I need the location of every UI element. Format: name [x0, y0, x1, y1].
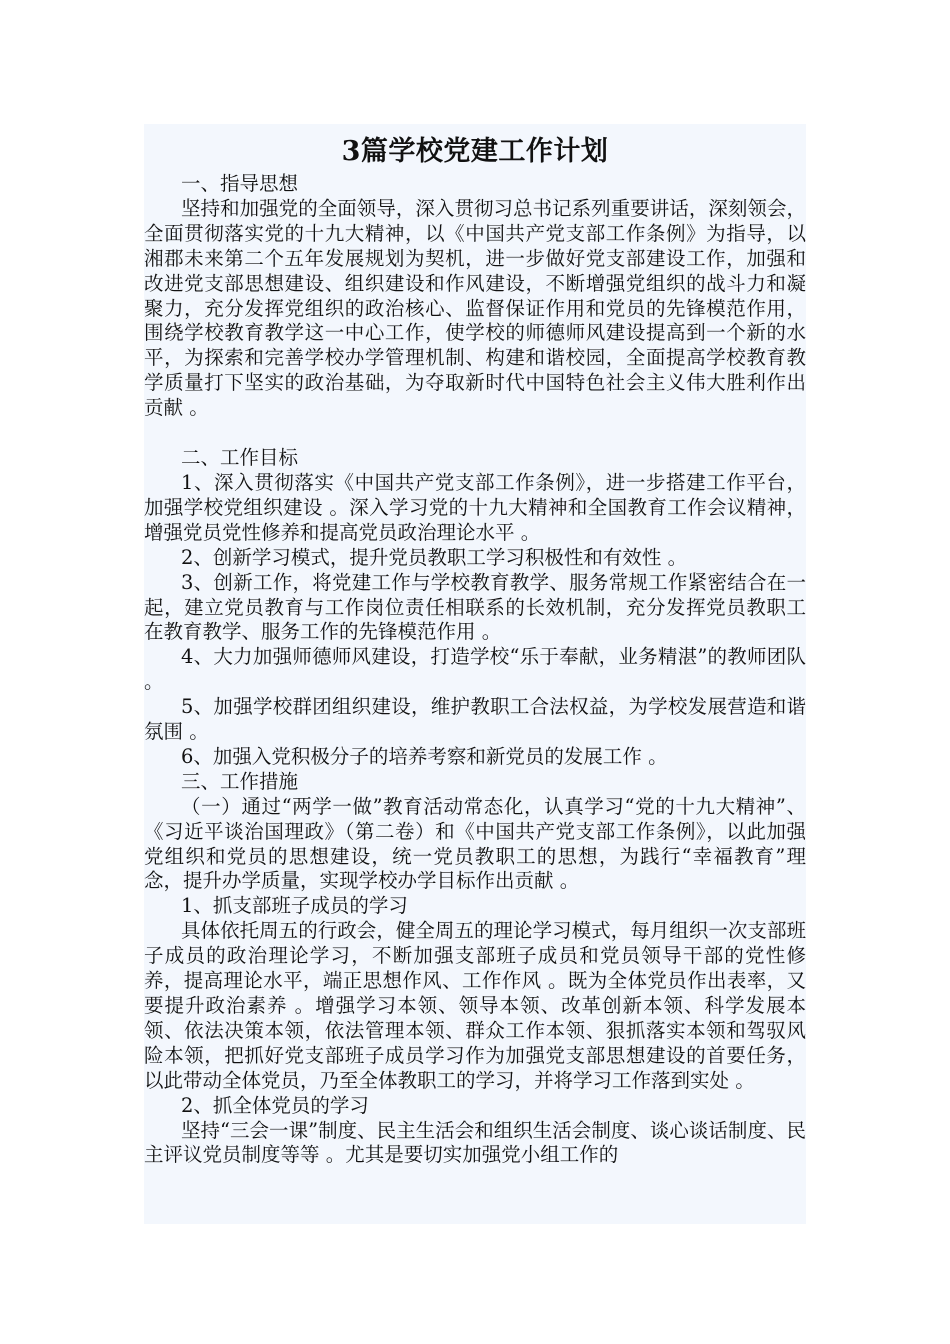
subheading-leadership-study: 1、抓支部班子成员的学习 [181, 894, 408, 918]
paragraph-all-members-study: 坚持“三会一课”制度、民主生活会和组织生活会制度、谈心谈话制度、民主评议党员制度等等 。尤其是要切实加强党小组工作的 [144, 1118, 806, 1167]
document-title: 3篇学校党建工作计划 [341, 136, 609, 167]
goal-item-1: 1、深入贯彻落实《中国共产党支部工作条例》，进一步搭建工作平台，加强学校党组织建设 。深入学习党的十九大精神和全国教育工作会议精神，增强党员党性修养和提高党员政治理论水平 。 [144, 470, 806, 544]
subheading-all-members-study: 2、抓全体党员的学习 [181, 1093, 369, 1117]
goal-item-4: 4、大力加强师德师风建设，打造学校“乐于奉献，业务精湛”的教师团队 。 [144, 645, 806, 694]
document-page [144, 124, 806, 1224]
paragraph-leadership-study: 具体依托周五的行政会，健全周五的理论学习模式，每月组织一次支部班子成员的政治理论学习，不断加强支部班子成员和党员领导干部的党性修养，提高理论水平，端正思想作风、工作作风 。既为全体党员作出表率，又要提升政治素养 。增强学习本领、领导本领、改革创新本领、科学发展本领、依法决策本领，依法管理本领、群众工作本领、狠抓落实本领和驾驭风险本领，把抓好党支部班子成员学习作为加强党支部思想建设的首要任务，以此带动全体党员，乃至全体教职工的学习，并将学习工作落到实处 。 [144, 919, 806, 1092]
goal-item-2: 2、创新学习模式，提升党员教职工学习积极性和有效性 。 [181, 545, 688, 569]
heading-work-goals: 二、工作目标 [181, 446, 299, 470]
heading-guiding-ideology: 一、指导思想 [181, 172, 299, 195]
heading-work-measures: 三、工作措施 [181, 769, 299, 793]
goal-item-6: 6、加强入党积极分子的培养考察和新党员的发展工作 。 [181, 744, 668, 768]
paragraph-guiding-ideology: 坚持和加强党的全面领导，深入贯彻习总书记系列重要讲话，深刻领会，全面贯彻落实党的十九大精神，以《中国共产党支部工作条例》为指导，以湘郡未来第二个五年发展规划为契机，进一步做好党支部建设工作，加强和改进党支部思想建设、组织建设和作风建设，不断增强党组织的战斗力和凝聚力，充分发挥党组织的政治核心、监督保证作用和党员的先锋模范作用，围绕学校教育教学这一中心工作，使学校的师德师风建设提高到一个新的水平，为探索和完善学校办学管理机制、构建和谐校园，全面提高学校教育教学质量打下坚实的政治基础，为夺取新时代中国特色社会主义伟大胜利作出贡献 。 [144, 196, 806, 420]
goal-item-3: 3、创新工作，将党建工作与学校教育教学、服务常规工作紧密结合在一起，建立党员教育与工作岗位责任相联系的长效机制，充分发挥党员教职工在教育教学、服务工作的先锋模范作用 。 [144, 570, 806, 644]
measure-section-1: （一）通过“两学一做”教育活动常态化，认真学习“党的十九大精神”、《习近平谈治国理政》（第二卷）和《中国共产党支部工作条例》，以此加强党组织和党员的思想建设，统一党员教职工的思想，为践行“幸福教育”理念，提升办学质量，实现学校办学目标作出贡献 。 [144, 794, 806, 893]
document-body [144, 172, 806, 1168]
blank-line [144, 421, 806, 446]
goal-item-5: 5、加强学校群团组织建设，维护教职工合法权益，为学校发展营造和谐氛围 。 [144, 695, 806, 744]
